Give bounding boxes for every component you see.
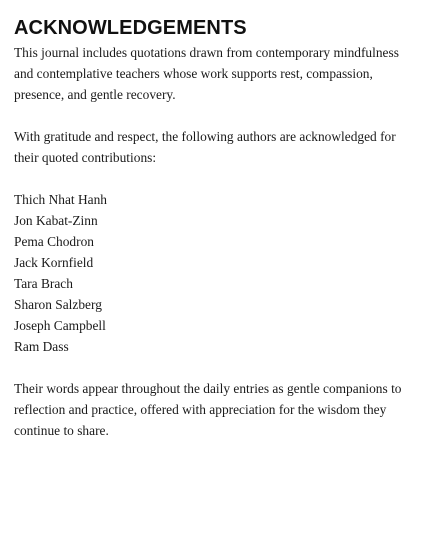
author-item: Ram Dass: [14, 339, 69, 354]
paragraph-spacer: [14, 105, 414, 126]
paragraph-spacer: [14, 168, 414, 189]
author-item: Jon Kabat-Zinn: [14, 213, 98, 228]
paragraph-spacer: [14, 357, 414, 378]
author-item: Joseph Campbell: [14, 318, 106, 333]
author-item: Sharon Salzberg: [14, 297, 102, 312]
author-list: [14, 189, 414, 357]
closing-paragraph: Their words appear throughout the daily entries as gentle companions to reflection and practice, offered with appreciation for the wisdom they continue to share.: [14, 381, 402, 438]
intro-paragraph: This journal includes quotations drawn from contemporary mindfulness and contemplative teachers whose work supports rest, compassion, presence, and gentle recovery.: [14, 45, 399, 102]
author-item: Tara Brach: [14, 276, 73, 291]
acknowledgements-page: [14, 16, 414, 441]
author-item: Jack Kornfield: [14, 255, 94, 270]
gratitude-paragraph: With gratitude and respect, the following authors are acknowledged for their quoted contributions:: [14, 129, 396, 165]
page-title: ACKNOWLEDGEMENTS: [14, 17, 247, 39]
author-item: Pema Chodron: [14, 234, 94, 249]
author-item: Thich Nhat Hanh: [14, 192, 107, 207]
